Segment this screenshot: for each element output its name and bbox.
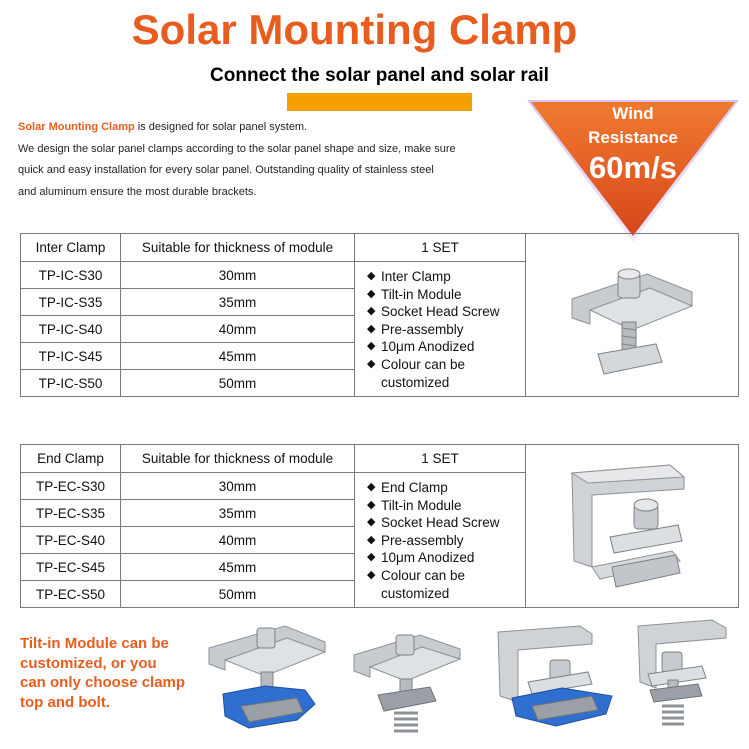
note-line: can only choose clamp [20, 674, 186, 691]
model-cell: TP-EC-S50 [21, 581, 121, 608]
wind-resistance-badge [525, 98, 741, 244]
model-cell: TP-IC-S40 [21, 316, 121, 343]
table-header-cell: Suitable for thickness of module [121, 234, 355, 262]
features-cell [355, 473, 526, 608]
table-header-cell: End Clamp [21, 445, 121, 473]
thickness-cell: 40mm [121, 527, 355, 554]
feature-item: ◆ Tilt-in Module [367, 497, 462, 513]
model-cell: TP-EC-S45 [21, 554, 121, 581]
thickness-cell: 40mm [121, 316, 355, 343]
note-line: Tilt-in Module can be [20, 635, 169, 652]
end-clamp-image [552, 455, 712, 595]
thickness-cell: 30mm [121, 262, 355, 289]
intro-highlight: Solar Mounting Clamp [18, 121, 135, 133]
thickness-cell: 45mm [121, 343, 355, 370]
inter-clamp-with-spring-image [350, 625, 470, 745]
thickness-cell: 50mm [121, 370, 355, 397]
model-cell: TP-IC-S50 [21, 370, 121, 397]
diamond-bullet-icon: ◆ [367, 498, 376, 511]
diamond-bullet-icon: ◆ [367, 305, 376, 318]
end-clamp-with-spring-image [632, 618, 742, 738]
diamond-bullet-icon: ◆ [367, 287, 376, 300]
feature-item: ◆ End Clamp [367, 480, 448, 495]
features-cell [355, 262, 526, 397]
thickness-cell: 45mm [121, 554, 355, 581]
table-header-cell: Suitable for thickness of module [121, 445, 355, 473]
end-clamp-table [20, 444, 739, 608]
feature-item-continued: customized [381, 374, 450, 390]
inter-clamp-image-cell [526, 234, 739, 397]
feature-item: ◆ Colour can be [367, 356, 466, 372]
intro-line-4: and aluminum ensure the most durable brackets. [18, 185, 257, 198]
diamond-bullet-icon: ◆ [367, 516, 376, 529]
end-clamp-with-module-image [492, 622, 622, 742]
tilt-in-note [20, 634, 220, 712]
thickness-cell: 35mm [121, 500, 355, 527]
badge-line-2: Resistance [588, 128, 678, 147]
diamond-bullet-icon: ◆ [367, 340, 376, 353]
model-cell: TP-EC-S30 [21, 473, 121, 500]
thickness-cell: 30mm [121, 473, 355, 500]
diamond-bullet-icon: ◆ [367, 551, 376, 564]
feature-item: ◆ 10μm Anodized [367, 339, 475, 355]
model-cell: TP-IC-S35 [21, 289, 121, 316]
feature-item-continued: customized [381, 585, 450, 601]
table-header-row [21, 234, 739, 262]
features-list [355, 473, 525, 602]
intro-line-3: quick and easy installation for every solar panel. Outstanding quality of stainless steel [18, 164, 434, 176]
table-header-cell: 1 SET [355, 234, 526, 262]
page-subtitle: Connect the solar panel and solar rail [210, 65, 549, 86]
diamond-bullet-icon: ◆ [367, 270, 376, 282]
diamond-bullet-icon: ◆ [367, 481, 376, 493]
inter-clamp-image [552, 244, 712, 384]
diamond-bullet-icon: ◆ [367, 357, 376, 370]
end-clamp-image-cell [526, 445, 739, 608]
note-line: customized, or you [20, 654, 157, 672]
badge-value: 60m/s [589, 150, 677, 185]
model-cell: TP-IC-S30 [21, 262, 121, 289]
features-list [355, 262, 525, 391]
table-header-cell: Inter Clamp [21, 234, 121, 262]
inter-clamp-table [20, 233, 739, 397]
intro-text [18, 117, 518, 203]
feature-item: ◆ Socket Head Screw [367, 515, 500, 531]
note-line: top and bolt. [20, 693, 110, 711]
intro-line-2: We design the solar panel clamps according to the solar panel shape and size, make sure [18, 142, 456, 155]
feature-item: ◆ Socket Head Screw [367, 304, 500, 320]
model-cell: TP-EC-S40 [21, 527, 121, 554]
thickness-cell: 50mm [121, 581, 355, 608]
inter-clamp-with-module-image [205, 620, 335, 740]
intro-line-1: Solar Mounting Clamp is designed for solar panel system. [18, 121, 308, 133]
table-header-row [21, 445, 739, 473]
feature-item: ◆ Inter Clamp [367, 269, 451, 284]
feature-item: ◆ Tilt-in Module [367, 286, 462, 302]
table-header-cell: 1 SET [355, 445, 526, 473]
accent-bar [287, 93, 472, 111]
feature-item: ◆ Colour can be [367, 567, 466, 583]
badge-line-1: Wind [612, 104, 654, 123]
thickness-cell: 35mm [121, 289, 355, 316]
diamond-bullet-icon: ◆ [367, 568, 376, 581]
model-cell: TP-EC-S35 [21, 500, 121, 527]
feature-item: ◆ 10μm Anodized [367, 550, 475, 566]
diamond-bullet-icon: ◆ [367, 322, 376, 335]
feature-item: ◆ Pre-assembly [367, 321, 464, 337]
model-cell: TP-IC-S45 [21, 343, 121, 370]
feature-item: ◆ Pre-assembly [367, 532, 464, 548]
diamond-bullet-icon: ◆ [367, 533, 376, 546]
page-title: Solar Mounting Clamp [131, 6, 578, 53]
